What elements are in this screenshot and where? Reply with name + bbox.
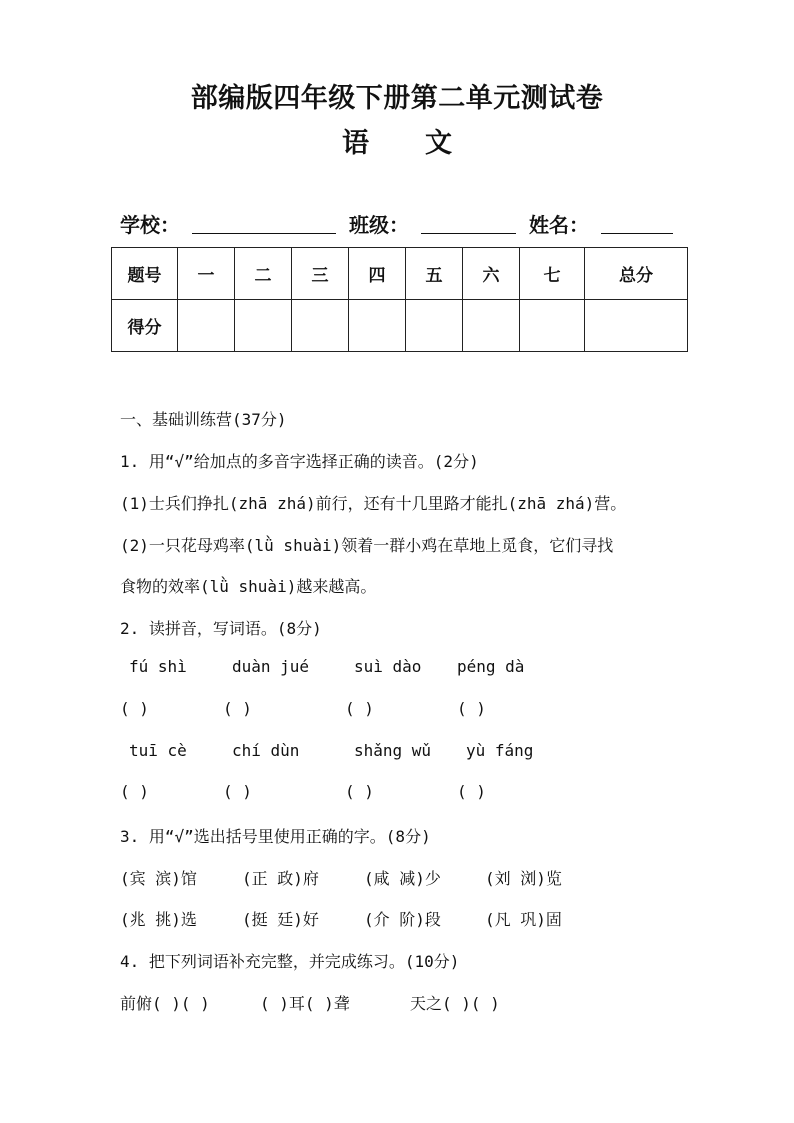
question-1-item-2: (2)一只花母鸡率(lǜ shuài)领着一群小鸡在草地上觅食，它们寻找 [120,536,614,555]
score-cell[interactable] [463,300,520,352]
char-choice[interactable]: (正 政)府 [242,869,319,888]
student-info-row [120,207,680,239]
school-blank[interactable] [192,233,336,234]
pinyin-prompt: fú shì [129,657,187,676]
score-table-header-cell: 一 [178,248,235,300]
char-choice[interactable]: (宾 滨)馆 [120,869,197,888]
idiom-fill-item[interactable]: 天之( )( ) [410,994,500,1013]
idiom-fill-item[interactable]: 前俯( )( ) [120,994,210,1013]
name-blank[interactable] [601,233,673,234]
answer-bracket[interactable]: ( ) [223,699,252,718]
answer-bracket[interactable]: ( ) [120,782,149,801]
score-table-header-cell: 五 [406,248,463,300]
score-cell[interactable] [292,300,349,352]
pinyin-prompt: chí dùn [232,741,300,760]
char-choice[interactable]: (兆 挑)选 [120,910,197,929]
answer-bracket[interactable]: ( ) [345,699,374,718]
score-table-header-row [112,248,688,300]
answer-bracket[interactable]: ( ) [457,699,486,718]
subject-char: 语 [342,128,369,159]
score-cell[interactable] [178,300,235,352]
idiom-fill-item[interactable]: ( )耳( )聋 [260,994,350,1013]
answer-bracket[interactable]: ( ) [457,782,486,801]
exam-title: 部编版四年级下册第二单元测试卷 [190,83,604,114]
subject-heading [0,121,794,160]
school-label: 学校： [120,213,180,237]
total-score-cell[interactable] [585,300,688,352]
score-cell[interactable] [235,300,292,352]
char-choice[interactable]: (凡 巩)固 [485,910,562,929]
pinyin-prompt: duàn jué [232,657,310,676]
answer-bracket[interactable]: ( ) [223,782,252,801]
question-2-stem: 2. 读拼音，写词语。(8分) [120,619,322,638]
pinyin-prompt: suì dào [354,657,422,676]
char-choice[interactable]: (介 阶)段 [364,910,441,929]
score-table-header-cell: 四 [349,248,406,300]
answer-bracket[interactable]: ( ) [120,699,149,718]
char-choice[interactable]: (咸 减)少 [364,869,441,888]
answer-bracket[interactable]: ( ) [345,782,374,801]
score-table-header-cell: 题号 [112,248,178,300]
question-1-stem: 1. 用“√”给加点的多音字选择正确的读音。(2分) [120,452,479,471]
score-table-header-cell: 六 [463,248,520,300]
char-choice[interactable]: (挺 廷)好 [242,910,319,929]
score-cell[interactable] [349,300,406,352]
pinyin-prompt: péng dà [457,657,525,676]
class-blank[interactable] [421,233,516,234]
pinyin-prompt: shǎng wǔ [354,741,432,760]
pinyin-prompt: tuī cè [129,741,187,760]
class-label: 班级： [349,213,409,237]
pinyin-prompt: yù fáng [466,741,534,760]
char-choice[interactable]: (刘 浏)览 [485,869,562,888]
score-cell[interactable] [520,300,585,352]
score-row-label: 得分 [112,300,178,352]
score-table-header-cell: 七 [520,248,585,300]
question-1-item-2-continued: 食物的效率(lǜ shuài)越来越高。 [120,577,377,596]
score-cell[interactable] [406,300,463,352]
score-table [111,247,688,352]
subject-char: 文 [425,128,452,159]
question-4-stem: 4. 把下列词语补充完整，并完成练习。(10分) [120,952,460,971]
question-3-stem: 3. 用“√”选出括号里使用正确的字。(8分) [120,827,431,846]
question-1-item-1: (1)士兵们挣扎(zhā zhá)前行，还有十几里路才能扎(zhā zhá)营。 [120,494,627,513]
section-heading: 一、基础训练营(37分) [120,410,287,429]
score-table-header-cell: 三 [292,248,349,300]
score-table-header-cell: 二 [235,248,292,300]
score-table-score-row [112,300,688,352]
score-table-header-cell: 总分 [585,248,688,300]
name-label: 姓名： [529,213,589,237]
